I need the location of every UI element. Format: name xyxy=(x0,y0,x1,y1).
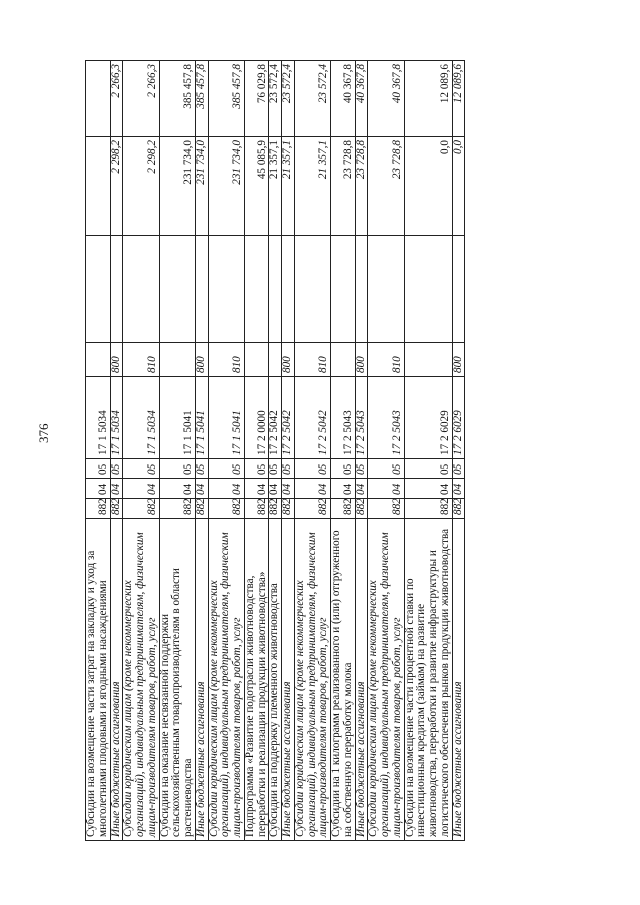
page-number: 376 xyxy=(36,423,51,443)
cell-code: 882 xyxy=(269,499,282,519)
cell-expense-type: 800 xyxy=(110,343,123,377)
cell-amount-year1 xyxy=(355,236,368,343)
cell-amount-year2: 2 298,2 xyxy=(123,137,159,236)
cell-section: 04 xyxy=(123,479,159,499)
cell-section: 04 xyxy=(159,479,195,499)
table-row xyxy=(123,61,159,841)
cell-expense-type: 810 xyxy=(208,343,244,377)
cell-target-article: 17 2 5043 xyxy=(368,377,404,459)
cell-name: Субсидии на поддержку племенного животноводства xyxy=(269,519,282,841)
cell-name: Субсидии юридическим лицам (кроме некоммерческих организаций), индивидуальным предпринимателям, физическим лицам-производителям товаров, работ, услуг xyxy=(368,519,404,841)
cell-amount-year3: 40 367,8 xyxy=(355,61,368,137)
cell-amount-year2: 45 085,9 xyxy=(244,137,269,236)
cell-amount-year1 xyxy=(110,236,123,343)
cell-expense-type: 800 xyxy=(195,343,208,377)
cell-section: 04 xyxy=(331,479,356,499)
cell-amount-year1 xyxy=(244,236,269,343)
cell-subsection: 05 xyxy=(368,459,404,479)
cell-amount-year3: 385 457,8 xyxy=(195,61,208,137)
cell-name: Иные бюджетные ассигнования xyxy=(110,519,123,841)
cell-section: 04 xyxy=(110,479,123,499)
cell-target-article: 17 1 5034 xyxy=(86,377,111,459)
cell-amount-year3: 23 572,4 xyxy=(294,61,330,137)
cell-code: 882 xyxy=(404,499,452,519)
cell-code: 882 xyxy=(86,499,111,519)
cell-section: 04 xyxy=(368,479,404,499)
cell-amount-year1 xyxy=(123,236,159,343)
cell-expense-type xyxy=(269,343,282,377)
cell-section: 04 xyxy=(282,479,295,499)
cell-name: Субсидии юридическим лицам (кроме некоммерческих организаций), индивидуальным предпринимателям, физическим лицам-производителям товаров, работ, услуг xyxy=(123,519,159,841)
cell-amount-year1 xyxy=(368,236,404,343)
cell-section: 04 xyxy=(355,479,368,499)
cell-target-article: 17 2 5042 xyxy=(282,377,295,459)
cell-amount-year3: 23 572,4 xyxy=(269,61,282,137)
cell-amount-year2 xyxy=(86,137,111,236)
cell-code: 882 xyxy=(452,499,465,519)
cell-target-article: 17 2 5043 xyxy=(355,377,368,459)
cell-target-article: 17 2 0000 xyxy=(244,377,269,459)
cell-subsection: 05 xyxy=(294,459,330,479)
cell-section: 04 xyxy=(195,479,208,499)
cell-amount-year1 xyxy=(331,236,356,343)
cell-expense-type: 800 xyxy=(452,343,465,377)
cell-expense-type xyxy=(244,343,269,377)
cell-amount-year2: 23 728,8 xyxy=(355,137,368,236)
cell-expense-type xyxy=(159,343,195,377)
cell-amount-year1 xyxy=(294,236,330,343)
cell-amount-year3: 23 572,4 xyxy=(282,61,295,137)
cell-subsection: 05 xyxy=(86,459,111,479)
table-body xyxy=(86,61,465,841)
cell-amount-year3: 40 367,8 xyxy=(331,61,356,137)
cell-amount-year2: 231 734,0 xyxy=(208,137,244,236)
cell-amount-year3: 12 089,6 xyxy=(452,61,465,137)
cell-amount-year1 xyxy=(195,236,208,343)
cell-name: Подпрограмма «Развитие подотрасли животноводства, переработки и реализации продукции животноводства» xyxy=(244,519,269,841)
cell-code: 882 xyxy=(331,499,356,519)
cell-target-article: 17 2 5043 xyxy=(331,377,356,459)
cell-subsection: 05 xyxy=(244,459,269,479)
cell-expense-type: 800 xyxy=(355,343,368,377)
cell-subsection: 05 xyxy=(159,459,195,479)
cell-target-article: 17 2 6029 xyxy=(404,377,452,459)
table-row xyxy=(110,61,123,841)
cell-expense-type xyxy=(86,343,111,377)
cell-amount-year2: 231 734,0 xyxy=(159,137,195,236)
cell-subsection: 05 xyxy=(331,459,356,479)
cell-amount-year1 xyxy=(269,236,282,343)
cell-amount-year3: 385 457,8 xyxy=(159,61,195,137)
cell-target-article: 17 2 6029 xyxy=(452,377,465,459)
table-row xyxy=(355,61,368,841)
cell-subsection: 05 xyxy=(282,459,295,479)
cell-code: 882 xyxy=(110,499,123,519)
cell-amount-year3: 2 266,3 xyxy=(123,61,159,137)
cell-code: 882 xyxy=(208,499,244,519)
table-row xyxy=(294,61,330,841)
cell-subsection: 05 xyxy=(195,459,208,479)
cell-amount-year2: 21 357,1 xyxy=(282,137,295,236)
cell-code: 882 xyxy=(355,499,368,519)
cell-name: Субсидии на возмещение части процентной ставки по инвестиционным кредитам (займам) на развитие животноводства, переработки и развитие инфраструктуры и логистического обеспечения рынков продукции животноводства xyxy=(404,519,452,841)
cell-name: Иные бюджетные ассигнования xyxy=(355,519,368,841)
cell-amount-year2: 21 357,1 xyxy=(269,137,282,236)
cell-target-article: 17 1 5034 xyxy=(110,377,123,459)
cell-amount-year2: 21 357,1 xyxy=(294,137,330,236)
cell-expense-type xyxy=(404,343,452,377)
cell-target-article: 17 2 5042 xyxy=(294,377,330,459)
cell-amount-year2: 231 734,0 xyxy=(195,137,208,236)
cell-amount-year1 xyxy=(86,236,111,343)
cell-subsection: 05 xyxy=(355,459,368,479)
cell-amount-year3: 76 029,8 xyxy=(244,61,269,137)
table-row xyxy=(368,61,404,841)
cell-name: Субсидии на возмещение части затрат на закладку и уход за многолетними плодовыми и ягодными насаждениями xyxy=(86,519,111,841)
cell-amount-year2: 23 728,8 xyxy=(368,137,404,236)
cell-subsection: 05 xyxy=(110,459,123,479)
cell-expense-type: 810 xyxy=(368,343,404,377)
cell-amount-year1 xyxy=(452,236,465,343)
cell-name: Иные бюджетные ассигнования xyxy=(195,519,208,841)
cell-name: Иные бюджетные ассигнования xyxy=(282,519,295,841)
cell-expense-type xyxy=(331,343,356,377)
table-row xyxy=(404,61,452,841)
cell-amount-year2: 0,0 xyxy=(452,137,465,236)
table-row xyxy=(159,61,195,841)
cell-amount-year1 xyxy=(208,236,244,343)
cell-amount-year2: 2 298,2 xyxy=(110,137,123,236)
cell-amount-year1 xyxy=(404,236,452,343)
cell-name: Субсидии юридическим лицам (кроме некоммерческих организаций), индивидуальным предпринимателям, физическим лицам-производителям товаров, работ, услуг xyxy=(294,519,330,841)
cell-target-article: 17 1 5041 xyxy=(159,377,195,459)
cell-amount-year3: 385 457,8 xyxy=(208,61,244,137)
cell-amount-year3: 40 367,8 xyxy=(368,61,404,137)
cell-amount-year3 xyxy=(86,61,111,137)
cell-code: 882 xyxy=(294,499,330,519)
cell-section: 04 xyxy=(86,479,111,499)
cell-code: 882 xyxy=(244,499,269,519)
cell-code: 882 xyxy=(159,499,195,519)
table-row xyxy=(331,61,356,841)
cell-target-article: 17 2 5042 xyxy=(269,377,282,459)
cell-amount-year2: 0,0 xyxy=(404,137,452,236)
cell-amount-year2: 23 728,8 xyxy=(331,137,356,236)
table-row xyxy=(86,61,111,841)
cell-code: 882 xyxy=(368,499,404,519)
cell-target-article: 17 1 5041 xyxy=(208,377,244,459)
cell-subsection: 05 xyxy=(208,459,244,479)
cell-code: 882 xyxy=(282,499,295,519)
cell-subsection: 05 xyxy=(269,459,282,479)
cell-section: 04 xyxy=(404,479,452,499)
cell-section: 04 xyxy=(208,479,244,499)
cell-target-article: 17 1 5034 xyxy=(123,377,159,459)
table-row xyxy=(244,61,269,841)
table-row xyxy=(452,61,465,841)
budget-table xyxy=(85,60,465,841)
cell-name: Субсидии юридическим лицам (кроме некоммерческих организаций), индивидуальным предпринимателям, физическим лицам-производителям товаров, работ, услуг xyxy=(208,519,244,841)
cell-section: 04 xyxy=(269,479,282,499)
table-row xyxy=(269,61,282,841)
cell-target-article: 17 1 5041 xyxy=(195,377,208,459)
cell-amount-year3: 2 266,3 xyxy=(110,61,123,137)
table-row xyxy=(282,61,295,841)
cell-code: 882 xyxy=(123,499,159,519)
cell-expense-type: 810 xyxy=(294,343,330,377)
cell-name: Субсидии на оказание несвязанной поддержки сельскохозяйственным товаропроизводителям в области растениеводства xyxy=(159,519,195,841)
cell-subsection: 05 xyxy=(452,459,465,479)
cell-amount-year1 xyxy=(282,236,295,343)
cell-name: Иные бюджетные ассигнования xyxy=(452,519,465,841)
cell-name: Субсидии на 1 килограмм реализованного и (или) отгруженного на собственную переработку молока xyxy=(331,519,356,841)
table-row xyxy=(195,61,208,841)
table-row xyxy=(208,61,244,841)
cell-expense-type: 810 xyxy=(123,343,159,377)
cell-subsection: 05 xyxy=(123,459,159,479)
cell-amount-year1 xyxy=(159,236,195,343)
cell-subsection: 05 xyxy=(404,459,452,479)
cell-expense-type: 800 xyxy=(282,343,295,377)
cell-section: 04 xyxy=(452,479,465,499)
rotated-table-wrapper xyxy=(85,61,465,841)
cell-section: 04 xyxy=(244,479,269,499)
cell-code: 882 xyxy=(195,499,208,519)
cell-amount-year3: 12 089,6 xyxy=(404,61,452,137)
cell-section: 04 xyxy=(294,479,330,499)
